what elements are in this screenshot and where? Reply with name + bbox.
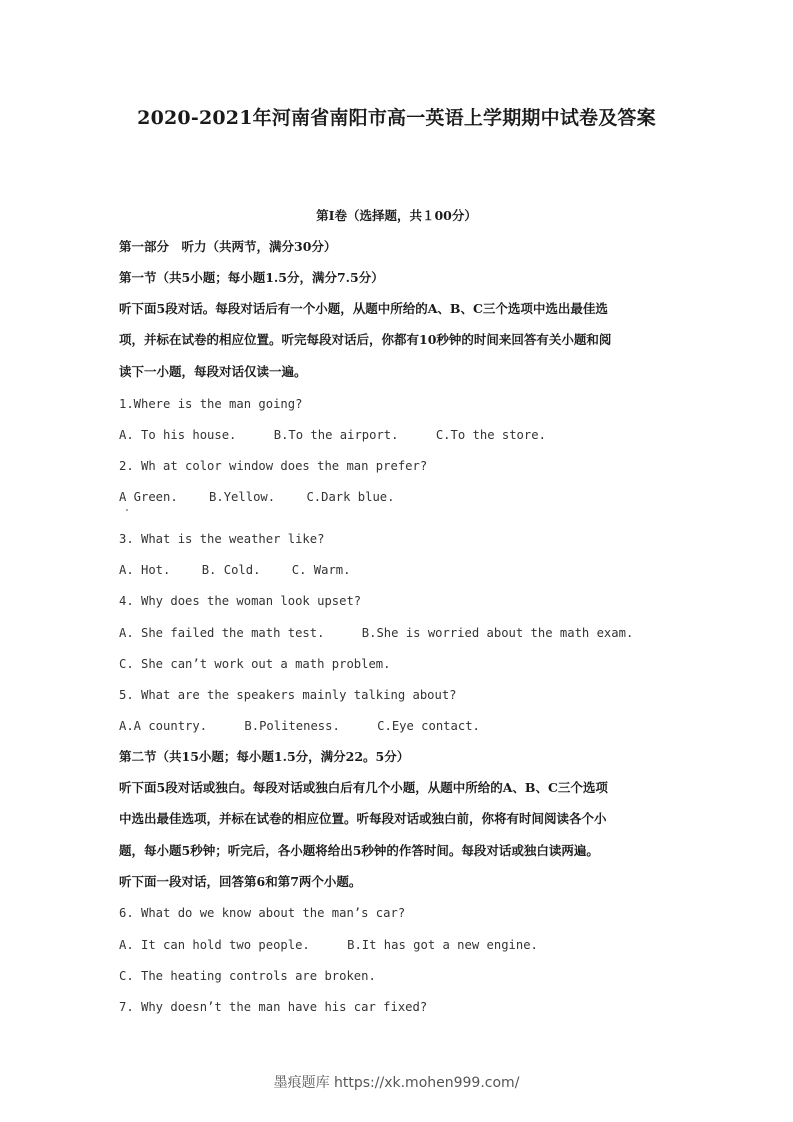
question-stem: 7. Why doesn’t the man have his car fixed? <box>119 1000 428 1014</box>
section2-instructions-line: 中选出最佳选项，并标在试卷的相应位置。听每段对话或独白前，你将有时间阅读各个小 <box>119 811 607 826</box>
section1-heading: 第一节（共5小题；每小题1.5分，满分7.5分） <box>119 270 384 285</box>
option-a: A. It can hold two people. <box>119 938 310 952</box>
part1-heading: 第一部分 听力（共两节，满分30分） <box>119 239 337 254</box>
question-stem: 4. Why does the woman look upset? <box>119 594 362 608</box>
option-b: B. Cold. <box>201 563 261 577</box>
watermark-link[interactable]: 墨痕题库 https://xk.mohen999.com/ <box>273 1075 520 1091</box>
volume-heading: 第Ⅰ卷（选择题，共１00分） <box>316 208 477 223</box>
option-a: A. To his house. <box>119 428 237 442</box>
section1-instructions-line: 项，并标在试卷的相应位置。听完每段对话后，你都有10秒钟的时间来回答有关小题和阅 <box>119 332 612 347</box>
question-options <box>119 718 480 734</box>
question-stem: 2. Wh at color window does the man prefer? <box>119 459 428 473</box>
question-stem: 6. What do we know about the man’s car? <box>119 906 406 920</box>
option-c: C.Dark blue. <box>306 490 395 504</box>
section1-instructions-line: 读下一小题，每段对话仅读一遍。 <box>119 364 307 379</box>
option-c: C. She can’t work out a math problem. <box>119 657 391 671</box>
question-stem: 3. What is the weather like? <box>119 532 325 546</box>
question-options <box>119 427 546 443</box>
section2-instructions-line: 听下面5段对话或独白。每段对话或独白后有几个小题，从题中所给的A、B、C三个选项 <box>119 780 608 795</box>
option-c: C. The heating controls are broken. <box>119 969 376 983</box>
section2-heading: 第二节（共15小题；每小题1.5分，满分22。5分） <box>119 749 410 764</box>
stray-dot <box>126 509 128 511</box>
section2-instructions-line: 题，每小题5秒钟；听完后，各小题将给出5秒钟的作答时间。每段对话或独白读两遍。 <box>119 843 599 858</box>
option-a: A. She failed the math test. <box>119 626 325 640</box>
question-options <box>119 625 633 641</box>
question-options <box>119 562 350 578</box>
option-c: C.Eye contact. <box>377 719 480 733</box>
option-b: B.She is worried about the math exam. <box>361 626 634 640</box>
option-a: A.A country. <box>119 719 208 733</box>
option-c: C.To the store. <box>435 428 546 442</box>
document-title: 2020-2021年河南省南阳市高一英语上学期期中试卷及答案 <box>137 107 656 129</box>
option-a: A Green. <box>119 490 178 504</box>
dialogue-intro: 听下面一段对话，回答第6和第7两个小题。 <box>119 874 362 889</box>
section1-instructions-line: 听下面5段对话。每段对话后有一个小题，从题中所给的A、B、C三个选项中选出最佳选 <box>119 301 608 316</box>
question-stem: 1.Where is the man going? <box>119 397 303 411</box>
question-stem: 5. What are the speakers mainly talking about? <box>119 688 457 702</box>
option-c: C. Warm. <box>291 563 351 577</box>
option-b: B.To the airport. <box>273 428 399 442</box>
option-a: A. Hot. <box>119 563 171 577</box>
option-b: B.It has got a new engine. <box>347 938 538 952</box>
option-b: B.Politeness. <box>244 719 340 733</box>
option-b: B.Yellow. <box>209 490 276 504</box>
question-options <box>119 489 395 505</box>
question-options <box>119 937 538 953</box>
